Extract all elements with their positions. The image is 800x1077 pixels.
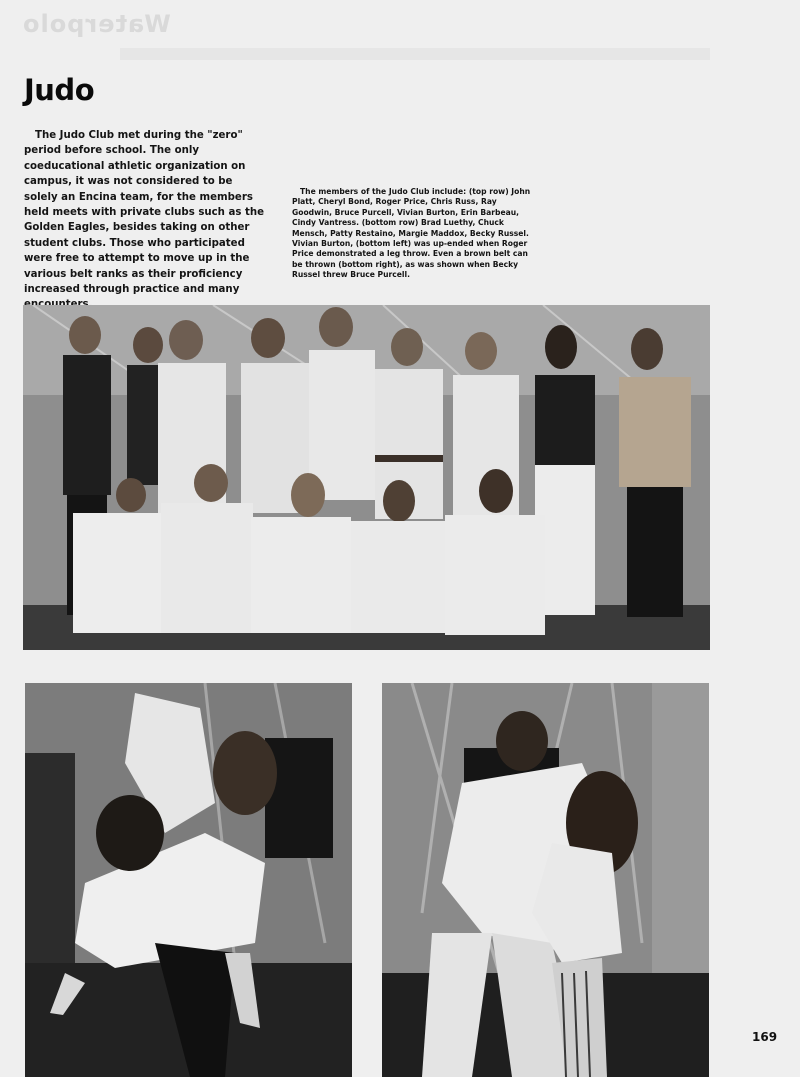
page-title: Judo [24,73,95,107]
photo-caption: The members of the Judo Club include: (top row) John Platt, Cheryl Bond, Roger Price, Chris Russ, Ray Goodwin, Bruce Purcell, Vivian Burton, Erin Barbeau, Cindy Vantress. (bottom row) Brad Luethy, Chuck Mensch, Patty Restaino, Margie Maddox, Becky Russel. Vivian Burton, (bottom left) was up-ended when Roger Price demonstrated a leg throw. Even a brown belt can be thrown (bottom right), as was shown when Becky Russel threw Bruce Purcell. [292,187,531,280]
page-number: 169 [752,1030,778,1044]
bleed-through-heading: Waterpolo [22,10,171,38]
brown-belt-throw-photo [382,683,709,1077]
leg-throw-photo [25,683,352,1077]
body-paragraph: The Judo Club met during the "zero" period before school. The only coeducational athletic organization on campus, it was not considered to be solely an Encina team, for the members held meets with private clubs such as the Golden Eagles, besides taking on other student clubs. Those who participated were free to attempt to move up in the various belt ranks as their proficiency increased through practice and many [24,130,264,296]
bleed-through-band [120,48,710,60]
group-photo [23,305,710,650]
